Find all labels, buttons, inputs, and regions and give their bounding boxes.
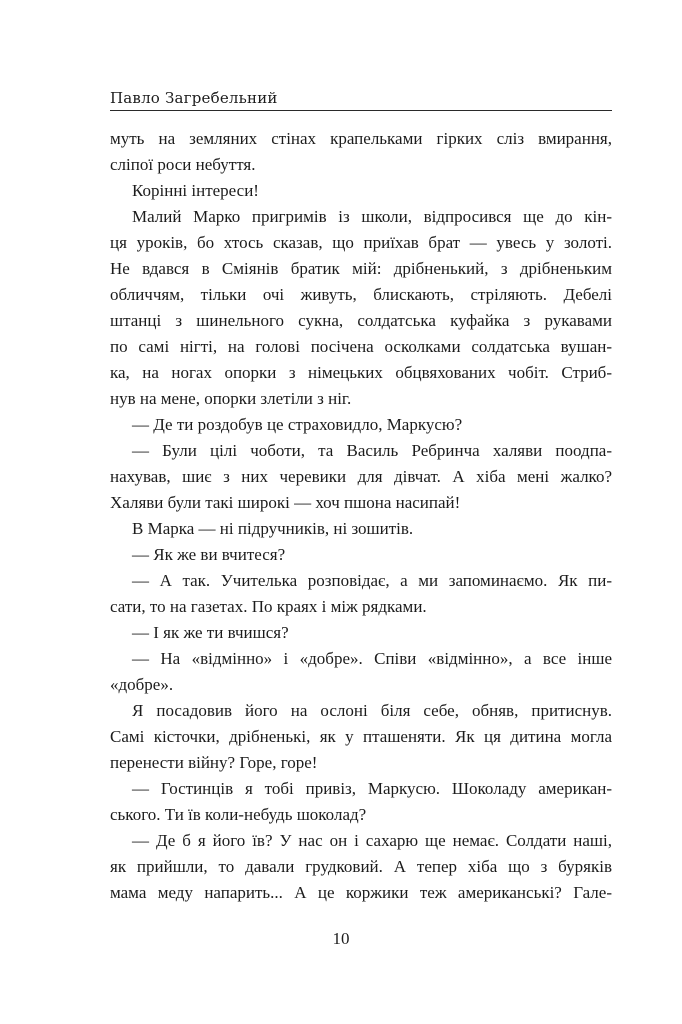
text-line: ка, на ногах опорки з німецьких обцвяхованих чобіт. Стриб-	[110, 363, 612, 382]
text-line: Самі кісточки, дрібненькі, як у пташеняти. Як ця дитина могла	[110, 727, 612, 746]
text-line: нахував, шиє з них черевики для дівчат. А хіба мені жалко?	[110, 467, 612, 486]
running-header	[110, 88, 612, 111]
text-line: Малий Марко пригримів із школи, відпросився ще до кін-	[132, 207, 612, 226]
page-number: 10	[332, 929, 350, 948]
text-line: — Де б я його їв? У нас он і сахарю ще немає. Солдати наші,	[132, 831, 612, 850]
text-line: муть на земляних стінах крапельками гірких сліз вмирання,	[110, 129, 612, 148]
text-line: — Були цілі чоботи, та Василь Ребринча халяви поодпа-	[132, 441, 612, 460]
text-line: Халяви були такі широкі — хоч пшона насипай!	[110, 493, 461, 512]
text-line: штанці з шинельного сукна, солдатська куфайка з рукавами	[110, 311, 612, 330]
text-line: — Як же ви вчитеся?	[132, 545, 286, 564]
text-line: нув на мене, опорки злетіли з ніг.	[110, 389, 352, 408]
text-line: В Марка — ні підручників, ні зошитів.	[132, 519, 414, 538]
text-line: Я посадовив його на ослоні біля себе, обняв, притиснув.	[132, 701, 612, 720]
text-line: перенести війну? Горе, горе!	[110, 753, 318, 772]
text-line: обличчям, тільки очі живуть, блискають, стріляють. Дебелі	[110, 285, 612, 304]
text-line: мама меду напарить... А це коржики теж американські? Гале-	[110, 883, 612, 902]
text-line: сліпої роси небуття.	[110, 155, 256, 174]
text-line: як прийшли, то давали грудковий. А тепер хіба що з буряків	[110, 857, 612, 876]
text-line: сати, то на газетах. По краях і між рядками.	[110, 597, 427, 616]
text-line: Корінні інтереси!	[132, 181, 259, 200]
text-line: — На «відмінно» і «добре». Співи «відмінно», а все інше	[132, 649, 612, 668]
text-line: ського. Ти їв коли-небудь шоколад?	[110, 805, 367, 824]
header-author: Павло Загребельний	[110, 89, 278, 107]
text-line: — Де ти роздобув це страховидло, Маркусю?	[132, 415, 463, 434]
body-text	[110, 126, 612, 906]
text-line: ця уроків, бо хтось сказав, що приїхав брат — увесь у золоті.	[110, 233, 612, 252]
text-line: — А так. Учителька розповідає, а ми запоминаємо. Як пи-	[132, 571, 612, 590]
text-line: по самі нігті, на голові посічена осколками солдатська вушан-	[110, 337, 612, 356]
text-line: — Гостинців я тобі привіз, Маркусю. Шоколаду американ-	[132, 779, 612, 798]
text-line: — І як же ти вчишся?	[132, 623, 289, 642]
text-line: Не вдався в Смiянiв братик мій: дрібненький, з дрібненьким	[110, 259, 612, 278]
text-line: «добре».	[110, 675, 174, 694]
